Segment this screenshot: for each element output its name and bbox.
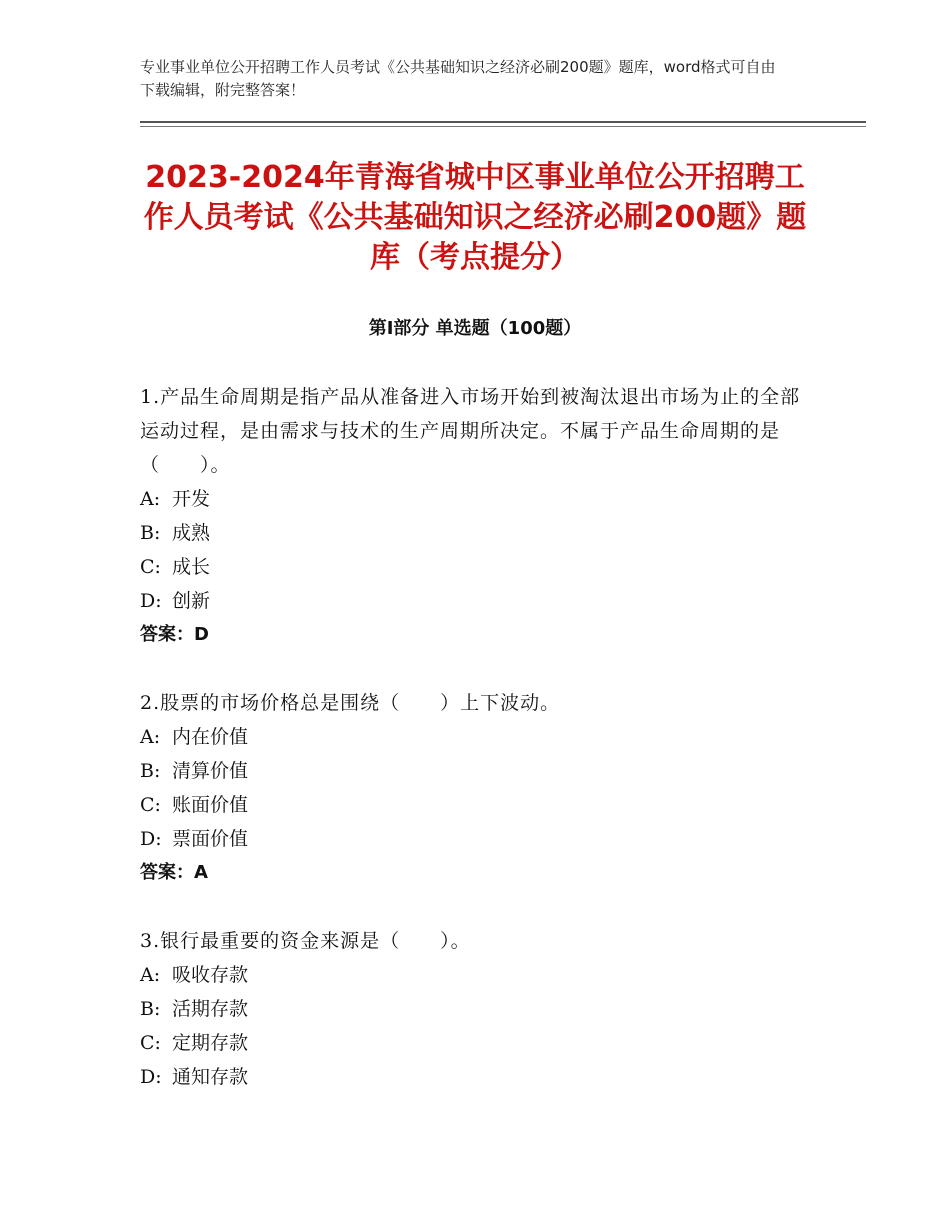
option-d: D: 通知存款 — [140, 1066, 249, 1088]
option-a: A: 吸收存款 — [140, 964, 249, 986]
question-1 — [140, 380, 810, 652]
section-heading: 第Ⅰ部分 单选题（100题） — [368, 318, 582, 339]
option-d: D: 票面价值 — [140, 828, 249, 850]
question-2 — [140, 686, 810, 890]
question-stem: 3.银行最重要的资金来源是（ ）。 — [140, 930, 471, 952]
header-rule — [140, 121, 866, 123]
answer: 答案：D — [140, 624, 209, 645]
option-b: B: 成熟 — [140, 522, 211, 544]
header-rule-thin — [140, 126, 866, 127]
answer: 答案：A — [140, 862, 208, 883]
document-title: 2023-2024年青海省城中区事业单位公开招聘工作人员考试《公共基础知识之经济必刷200题》题库（考点提分） — [143, 160, 807, 275]
option-c: C: 账面价值 — [140, 794, 249, 816]
question-stem: 1.产品生命周期是指产品从准备进入市场开始到被淘汰退出市场为止的全部运动过程，是由需求与技术的生产周期所决定。不属于产品生命周期的是（ ）。 — [140, 386, 801, 476]
question-3 — [140, 924, 810, 1094]
option-b: B: 清算价值 — [140, 760, 249, 782]
question-stem: 2.股票的市场价格总是围绕（ ）上下波动。 — [140, 692, 561, 714]
option-b: B: 活期存款 — [140, 998, 249, 1020]
option-a: A: 内在价值 — [140, 726, 249, 748]
option-a: A: 开发 — [140, 488, 211, 510]
option-c: C: 定期存款 — [140, 1032, 249, 1054]
header-note: 专业事业单位公开招聘工作人员考试《公共基础知识之经济必刷200题》题库，word格式可自由下载编辑，附完整答案！ — [140, 58, 776, 99]
option-c: C: 成长 — [140, 556, 211, 578]
option-d: D: 创新 — [140, 590, 211, 612]
